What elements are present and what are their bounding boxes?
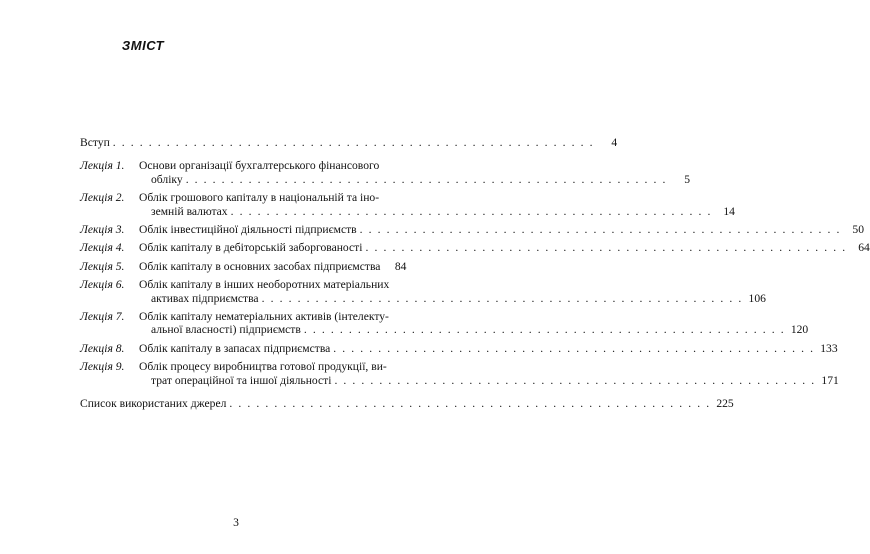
toc-entry-page: 50 [852, 223, 864, 237]
toc-entry-lecture-7 [80, 310, 809, 337]
toc-entry-label: Лекція 8. [80, 341, 125, 355]
page-number: 3 [233, 516, 239, 529]
toc-entry-title-continued: обліку [151, 172, 183, 186]
toc-entry-label: Лекція 6. [80, 278, 125, 292]
toc-entry-page: 133 [820, 341, 838, 355]
toc-entry-page: 120 [790, 323, 809, 337]
toc-entry-page: 4 [611, 136, 618, 149]
toc-entry-title-continued: трат операційної та іншої діяльності [151, 373, 332, 387]
toc-entry-lecture-3 [80, 223, 864, 237]
toc-entry-title: Облік капіталу в інших необоротних матеріальних [139, 278, 390, 292]
toc-entry-title: Облік капіталу в запасах підприємства [139, 341, 331, 355]
toc-entry-lecture-1 [80, 159, 691, 186]
toc-entry-label: Лекція 9. [80, 360, 125, 374]
toc-entry-label: Лекція 4. [80, 241, 125, 255]
toc-entry-lecture-6 [80, 278, 766, 305]
toc-entry-title: Облік капіталу в основних засобах підприємства [139, 259, 381, 273]
toc-entry-title-continued: земній валютах [151, 204, 228, 218]
toc-entry-title: Облік інвестиційної діяльності підприємств [139, 223, 357, 237]
toc-entry-label: Лекція 5. [80, 259, 125, 273]
toc-entry-title: Основи організації бухгалтерського фінансового [139, 159, 380, 173]
toc-entry-lecture-4 [80, 241, 870, 255]
page-title: ЗМІСТ [121, 38, 165, 53]
toc-entry-intro [80, 136, 618, 149]
toc-entry-title: Облік капіталу в дебіторській заборгованості [139, 241, 363, 255]
toc-entry-label: Лекція 7. [80, 310, 125, 324]
toc-entry-lecture-2 [80, 191, 735, 218]
toc-entry-page: 225 [716, 397, 734, 411]
toc-entry-label: Лекція 2. [80, 191, 125, 205]
leader-dots: . . . . . . . . . . . . . . . . . . . . . . . . . . . . . . . . . . . . . . . . . . . . . . . . . . . . . . [359, 223, 841, 237]
toc-entry-lecture-8 [80, 341, 838, 355]
leader-dots: . . . . . . . . . . . . . . . . . . . . . . . . . . . . . . . . . . . . . . . . . . . . . . . . . . . . . . [185, 172, 668, 186]
leader-dots: . . . . . . . . . . . . . . . . . . . . . . . . . . . . . . . . . . . . . . . . . . . . . . . . . . . . . . [303, 323, 786, 337]
toc-entry-page: 14 [723, 204, 735, 218]
toc-entry-title: Облік процесу виробництва готової продукції, ви- [139, 360, 387, 374]
toc-entry-sources [80, 397, 734, 411]
table-of-contents [80, 136, 870, 416]
toc-entry-title: Облік капіталу нематеріальних активів (інтелекту- [139, 310, 389, 324]
leader-dots: . . . . . . . . . . . . . . . . . . . . . . . . . . . . . . . . . . . . . . . . . . . . . . . . . . . . . . [112, 136, 595, 149]
toc-entry-title: Облік грошового капіталу в національній та іно- [139, 191, 380, 205]
toc-entry-page: 106 [748, 291, 766, 305]
toc-entry-lecture-9 [80, 360, 839, 387]
toc-entry-title: Вступ [80, 136, 110, 149]
leader-dots: . . . . . . . . . . . . . . . . . . . . . . . . . . . . . . . . . . . . . . . . . . . . . . . . . . . . . . [230, 204, 712, 218]
leader-dots: . . . . . . . . . . . . . . . . . . . . . . . . . . . . . . . . . . . . . . . . . . . . . . . . . . . . . . [333, 341, 815, 355]
leader-dots: . . . . . . . . . . . . . . . . . . . . . . . . . . . . . . . . . . . . . . . . . . . . . . . . . . . . . . [365, 241, 847, 255]
toc-entry-label: Лекція 1. [80, 159, 125, 173]
toc-entry-title-continued: активах підприємства [151, 291, 259, 305]
toc-entry-lecture-5 [80, 259, 407, 273]
toc-entry-title: Список використаних джерел [80, 397, 227, 411]
leader-dots: . . . . . . . . . . . . . . . . . . . . . . . . . . . . . . . . . . . . . . . . . . . . . . . . . . . . . . [229, 397, 711, 411]
toc-entry-label: Лекція 3. [80, 223, 125, 237]
toc-entry-page: 64 [858, 241, 870, 255]
toc-entry-page: 5 [684, 172, 691, 186]
toc-entry-page: 171 [821, 373, 839, 387]
toc-entry-page: 84 [394, 259, 407, 273]
leader-dots: . . . . . . . . . . . . . . . . . . . . . . . . . . . . . . . . . . . . . . . . . . . . . . . . . . . . . . [261, 291, 743, 305]
leader-dots: . . . . . . . . . . . . . . . . . . . . . . . . . . . . . . . . . . . . . . . . . . . . . . . . . . . . . . [334, 373, 816, 387]
toc-entry-title-continued: альної власності) підприємств [151, 323, 301, 337]
